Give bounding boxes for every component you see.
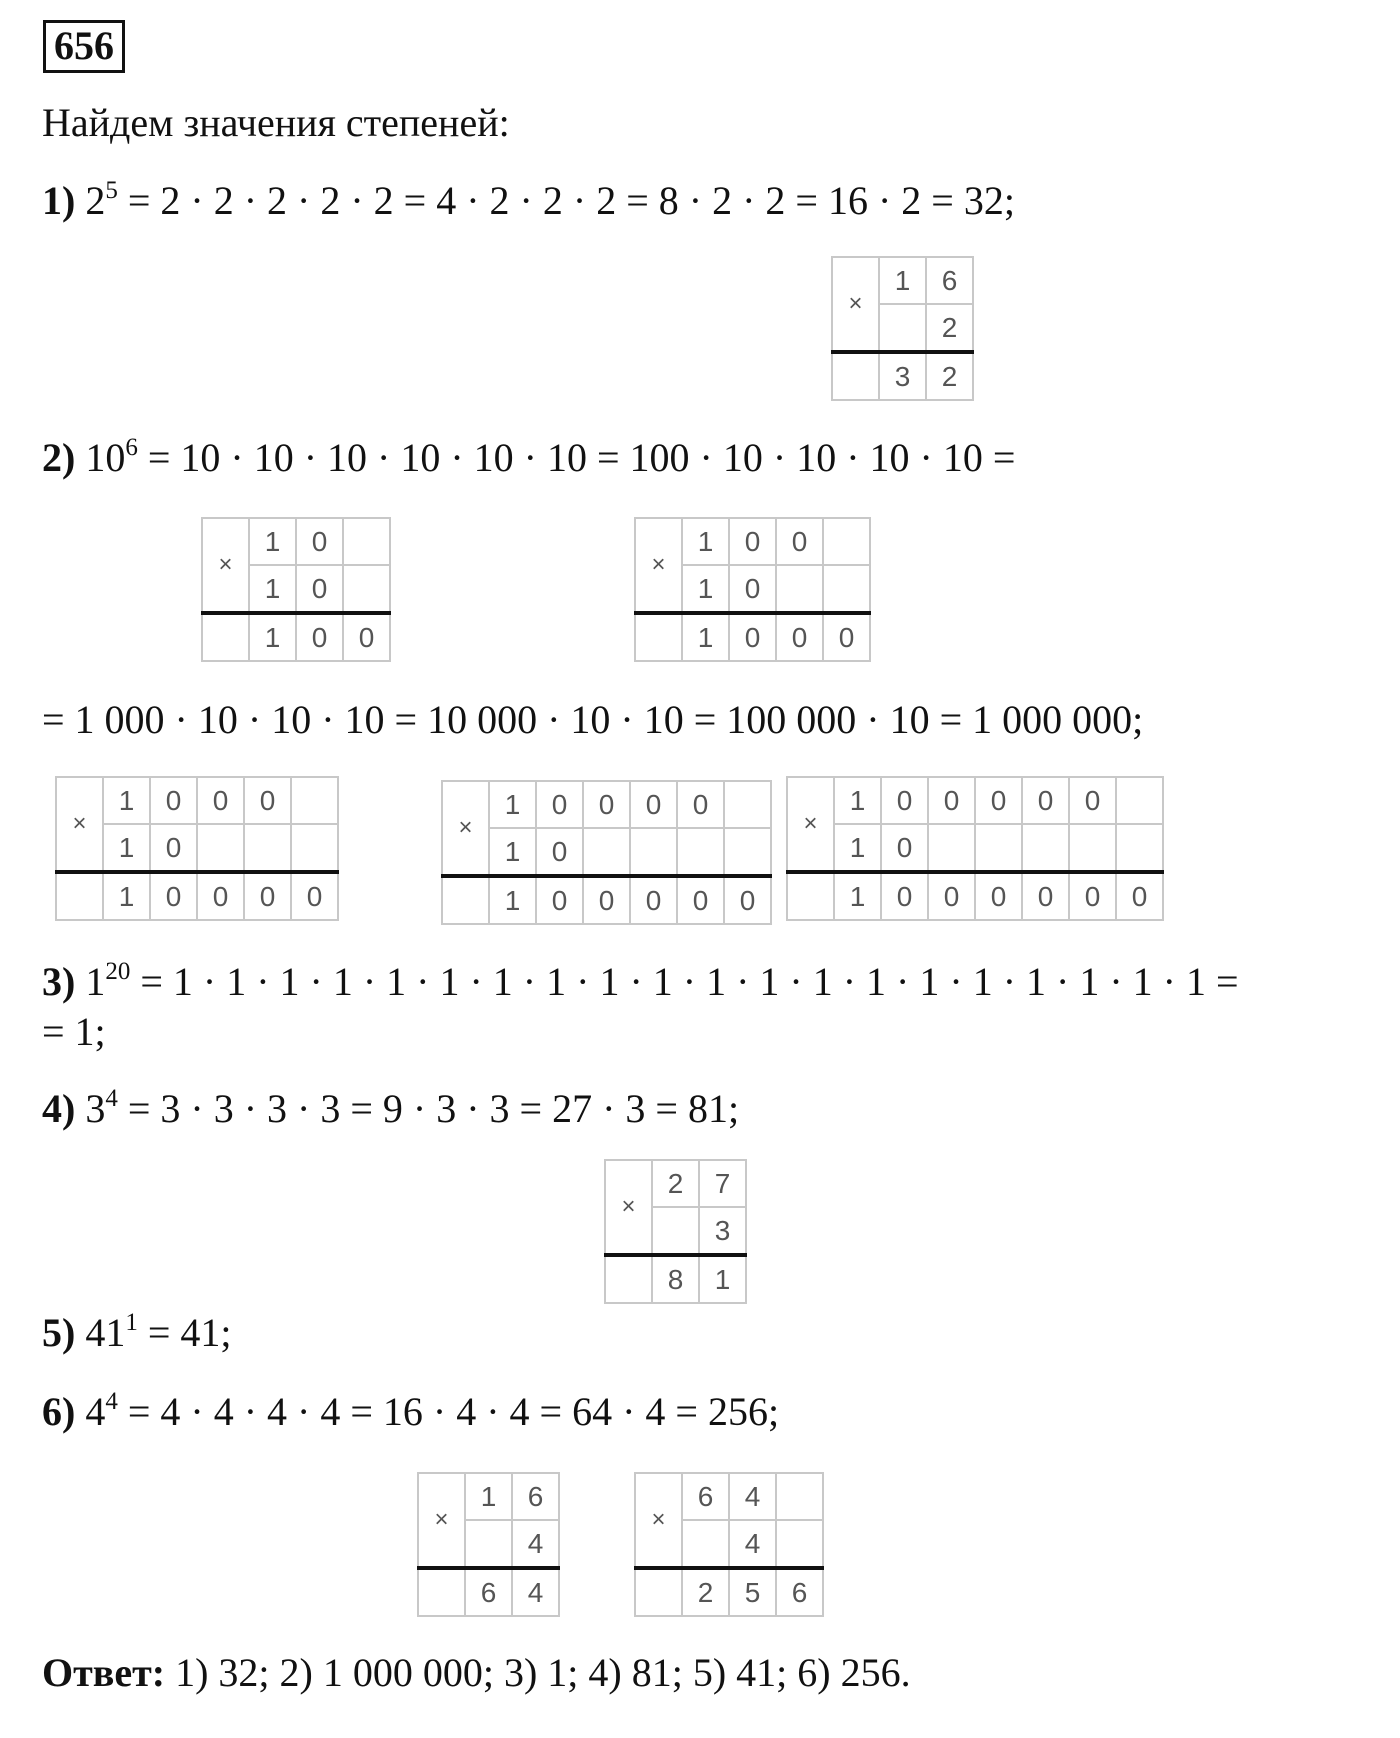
- digit-cell: 0: [881, 872, 928, 920]
- empty-cell: [787, 872, 834, 920]
- multiplication-grid: [417, 1472, 560, 1617]
- digit-cell: [724, 828, 771, 876]
- digit-cell: 1: [249, 518, 296, 565]
- digit-cell: [583, 828, 630, 876]
- result-row: [418, 1568, 559, 1616]
- digit-cell: 1: [682, 565, 729, 613]
- digit-cell: 1: [103, 872, 150, 920]
- multiplication-27x3: [604, 1159, 747, 1304]
- result-row: [605, 1255, 746, 1303]
- digit-cell: [652, 1207, 699, 1255]
- digit-cell: [1069, 824, 1116, 872]
- result-row: [635, 613, 870, 661]
- digit-cell: 1: [682, 613, 729, 661]
- multiplication-1000x10: [55, 776, 339, 921]
- result-row: [56, 872, 338, 920]
- factor-row: [202, 518, 390, 565]
- digit-cell: [677, 828, 724, 876]
- digit-cell: [823, 518, 870, 565]
- digit-cell: 0: [1022, 872, 1069, 920]
- factor-row: [56, 777, 338, 824]
- digit-cell: [197, 824, 244, 872]
- digit-cell: 1: [682, 518, 729, 565]
- empty-cell: [832, 352, 879, 400]
- digit-cell: 0: [1022, 777, 1069, 824]
- digit-cell: 0: [928, 872, 975, 920]
- digit-cell: 1: [489, 828, 536, 876]
- digit-cell: 6: [512, 1473, 559, 1520]
- digit-cell: [1116, 824, 1163, 872]
- power-base: 1: [85, 959, 106, 1004]
- power-base: 2: [85, 178, 106, 223]
- digit-cell: 1: [249, 613, 296, 661]
- digit-cell: 2: [682, 1568, 729, 1616]
- power-exponent: 4: [105, 1388, 118, 1415]
- power-base: 10: [85, 435, 126, 480]
- digit-cell: 8: [652, 1255, 699, 1303]
- item-label: 5): [42, 1310, 76, 1355]
- power-base: 3: [85, 1086, 106, 1131]
- digit-cell: 0: [296, 613, 343, 661]
- digit-cell: [724, 781, 771, 828]
- digit-cell: [1116, 777, 1163, 824]
- digit-cell: 0: [677, 876, 724, 924]
- digit-cell: 1: [699, 1255, 746, 1303]
- power-exponent: 1: [125, 1309, 138, 1336]
- digit-cell: 0: [729, 518, 776, 565]
- item-label: 2): [42, 435, 76, 480]
- digit-cell: [465, 1520, 512, 1568]
- digit-cell: [879, 304, 926, 352]
- digit-cell: 0: [150, 824, 197, 872]
- item-label: 3): [42, 959, 76, 1004]
- item-2: [42, 434, 1016, 480]
- factor-row: [787, 824, 1163, 872]
- digit-cell: [776, 1473, 823, 1520]
- digit-cell: 0: [1069, 777, 1116, 824]
- digit-cell: 0: [197, 777, 244, 824]
- multiplication-grid: [55, 776, 339, 921]
- multiplication-grid: [786, 776, 1164, 921]
- item-4: [42, 1085, 740, 1131]
- digit-cell: 6: [682, 1473, 729, 1520]
- empty-cell: [202, 613, 249, 661]
- power-exponent: 6: [125, 434, 138, 461]
- digit-cell: 1: [834, 872, 881, 920]
- digit-cell: [343, 518, 390, 565]
- digit-cell: 4: [512, 1520, 559, 1568]
- multiplication-grid: [634, 1472, 824, 1617]
- result-row: [832, 352, 973, 400]
- digit-cell: 0: [881, 777, 928, 824]
- digit-cell: 0: [729, 613, 776, 661]
- digit-cell: 2: [926, 304, 973, 352]
- digit-cell: 4: [729, 1520, 776, 1568]
- digit-cell: [776, 565, 823, 613]
- multiplication-grid: [441, 780, 772, 925]
- digit-cell: 6: [926, 257, 973, 304]
- item-3: [42, 958, 1239, 1004]
- item-label: 4): [42, 1086, 76, 1131]
- digit-cell: 0: [296, 518, 343, 565]
- digit-cell: [823, 565, 870, 613]
- digit-cell: 1: [489, 876, 536, 924]
- digit-cell: 0: [583, 876, 630, 924]
- item-label: 1): [42, 178, 76, 223]
- multiply-sign: ×: [635, 518, 682, 613]
- multiplication-64x4: [634, 1472, 824, 1617]
- digit-cell: [975, 824, 1022, 872]
- item-expression: = 4 · 4 · 4 · 4 = 16 · 4 · 4 = 64 · 4 = 256;: [127, 1389, 780, 1434]
- digit-cell: 1: [103, 824, 150, 872]
- item-6: [42, 1388, 780, 1434]
- digit-cell: 0: [776, 518, 823, 565]
- answer-label: Ответ:: [42, 1650, 166, 1695]
- digit-cell: [1022, 824, 1069, 872]
- multiply-sign: ×: [202, 518, 249, 613]
- multiply-sign: ×: [832, 257, 879, 352]
- digit-cell: 0: [296, 565, 343, 613]
- item-5: [42, 1309, 232, 1355]
- digit-cell: 7: [699, 1160, 746, 1207]
- problem-number: 656: [43, 20, 125, 73]
- digit-cell: 5: [729, 1568, 776, 1616]
- intro-text: Найдем значения степеней:: [42, 100, 510, 145]
- digit-cell: 3: [879, 352, 926, 400]
- factor-row: [605, 1160, 746, 1207]
- multiply-sign: ×: [442, 781, 489, 876]
- empty-cell: [442, 876, 489, 924]
- digit-cell: 0: [881, 824, 928, 872]
- digit-cell: 0: [823, 613, 870, 661]
- empty-cell: [56, 872, 103, 920]
- digit-cell: 0: [536, 781, 583, 828]
- result-row: [635, 1568, 823, 1616]
- digit-cell: 0: [343, 613, 390, 661]
- multiplication-grid: [634, 517, 871, 662]
- digit-cell: 2: [926, 352, 973, 400]
- digit-cell: 6: [465, 1568, 512, 1616]
- digit-cell: 0: [291, 872, 338, 920]
- digit-cell: [776, 1520, 823, 1568]
- multiplication-grid: [604, 1159, 747, 1304]
- digit-cell: 1: [834, 824, 881, 872]
- digit-cell: 0: [1069, 872, 1116, 920]
- digit-cell: 0: [776, 613, 823, 661]
- multiply-sign: ×: [635, 1473, 682, 1568]
- digit-cell: 1: [879, 257, 926, 304]
- multiplication-grid: [831, 256, 974, 401]
- digit-cell: 0: [536, 876, 583, 924]
- digit-cell: [244, 824, 291, 872]
- digit-cell: 1: [249, 565, 296, 613]
- digit-cell: [630, 828, 677, 876]
- digit-cell: [291, 824, 338, 872]
- factor-row: [787, 777, 1163, 824]
- digit-cell: 3: [699, 1207, 746, 1255]
- multiplication-10000x10: [441, 780, 772, 925]
- digit-cell: 2: [652, 1160, 699, 1207]
- power-exponent: 4: [105, 1085, 118, 1112]
- item-expression: = 1 · 1 · 1 · 1 · 1 · 1 · 1 · 1 · 1 · 1 · 1 · 1 · 1 · 1 · 1 · 1 · 1 · 1 · 1 · 1 =: [140, 959, 1239, 1004]
- digit-cell: [928, 824, 975, 872]
- factor-row: [832, 257, 973, 304]
- digit-cell: 0: [536, 828, 583, 876]
- result-row: [442, 876, 771, 924]
- digit-cell: 0: [630, 876, 677, 924]
- multiply-sign: ×: [418, 1473, 465, 1568]
- digit-cell: 0: [975, 872, 1022, 920]
- digit-cell: 0: [244, 872, 291, 920]
- digit-cell: 0: [975, 777, 1022, 824]
- empty-cell: [635, 1568, 682, 1616]
- multiply-sign: ×: [56, 777, 103, 872]
- result-row: [202, 613, 390, 661]
- digit-cell: 1: [834, 777, 881, 824]
- digit-cell: 0: [150, 872, 197, 920]
- factor-row: [418, 1473, 559, 1520]
- item-label: 6): [42, 1389, 76, 1434]
- power-exponent: 20: [105, 958, 131, 985]
- digit-cell: 0: [583, 781, 630, 828]
- digit-cell: [682, 1520, 729, 1568]
- digit-cell: 0: [150, 777, 197, 824]
- digit-cell: 1: [465, 1473, 512, 1520]
- multiply-sign: ×: [605, 1160, 652, 1255]
- item-expression: = 3 · 3 · 3 · 3 = 9 · 3 · 3 = 27 · 3 = 81;: [127, 1086, 740, 1131]
- digit-cell: 0: [677, 781, 724, 828]
- multiplication-16x4: [417, 1472, 560, 1617]
- factor-row: [442, 828, 771, 876]
- empty-cell: [605, 1255, 652, 1303]
- result-row: [787, 872, 1163, 920]
- factor-row: [442, 781, 771, 828]
- power-base: 4: [85, 1389, 106, 1434]
- item-3-continuation: = 1;: [42, 1009, 106, 1054]
- digit-cell: 0: [630, 781, 677, 828]
- digit-cell: 4: [512, 1568, 559, 1616]
- answer-line: [42, 1650, 911, 1695]
- power-exponent: 5: [105, 177, 118, 204]
- multiplication-100000x10: [786, 776, 1164, 921]
- empty-cell: [635, 613, 682, 661]
- item-expression: = 41;: [147, 1310, 232, 1355]
- digit-cell: 1: [489, 781, 536, 828]
- digit-cell: 0: [724, 876, 771, 924]
- digit-cell: 0: [928, 777, 975, 824]
- digit-cell: 0: [197, 872, 244, 920]
- digit-cell: 1: [103, 777, 150, 824]
- factor-row: [635, 1473, 823, 1520]
- item-2-continuation: = 1 000 · 10 · 10 · 10 = 10 000 · 10 · 10 = 100 000 · 10 = 1 000 000;: [42, 697, 1144, 742]
- digit-cell: 6: [776, 1568, 823, 1616]
- multiplication-10x10: [201, 517, 391, 662]
- answer-text: 1) 32; 2) 1 000 000; 3) 1; 4) 81; 5) 41; 6) 256.: [175, 1650, 911, 1695]
- empty-cell: [418, 1568, 465, 1616]
- power-base: 41: [85, 1310, 126, 1355]
- factor-row: [635, 518, 870, 565]
- digit-cell: [343, 565, 390, 613]
- digit-cell: 0: [244, 777, 291, 824]
- item-1: [42, 177, 1015, 223]
- digit-cell: 0: [729, 565, 776, 613]
- digit-cell: 4: [729, 1473, 776, 1520]
- item-expression: = 10 · 10 · 10 · 10 · 10 · 10 = 100 · 10 · 10 · 10 · 10 =: [147, 435, 1016, 480]
- item-expression: = 2 · 2 · 2 · 2 · 2 = 4 · 2 · 2 · 2 = 8 · 2 · 2 = 16 · 2 = 32;: [127, 178, 1015, 223]
- digit-cell: 0: [1116, 872, 1163, 920]
- multiplication-100x10: [634, 517, 871, 662]
- digit-cell: [291, 777, 338, 824]
- multiply-sign: ×: [787, 777, 834, 872]
- multiplication-grid: [201, 517, 391, 662]
- multiplication-16x2: [831, 256, 974, 401]
